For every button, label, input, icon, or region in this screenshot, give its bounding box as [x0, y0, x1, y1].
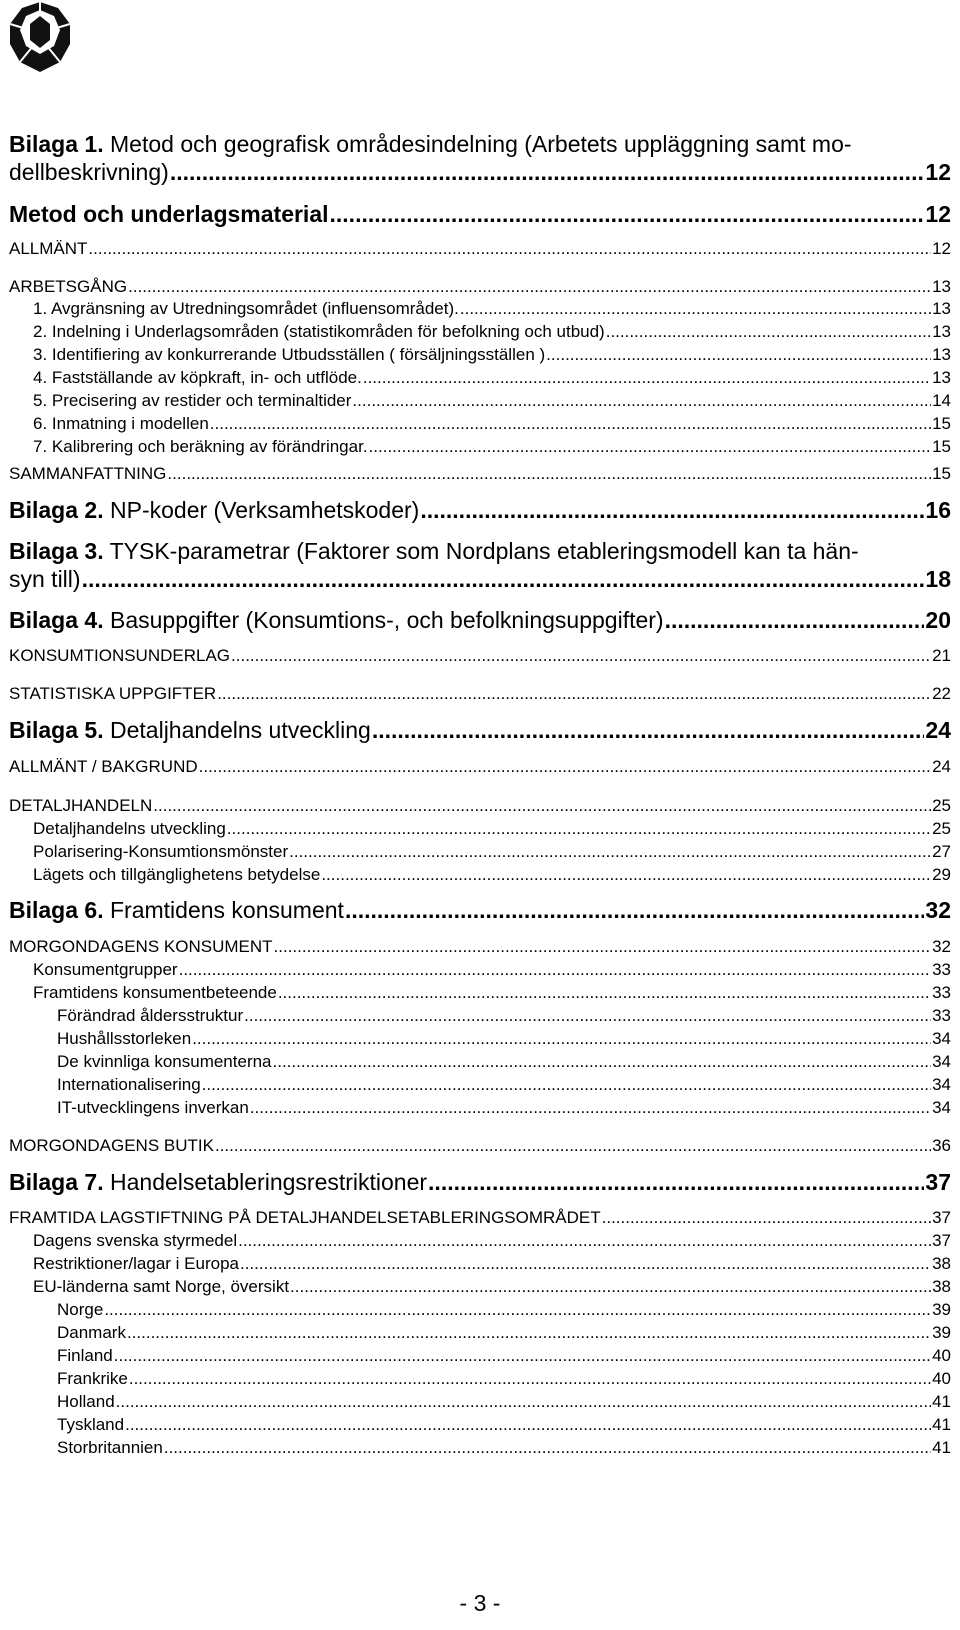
toc-leader-dots	[372, 716, 925, 744]
toc-entry[interactable]	[9, 716, 951, 744]
toc-entry-title	[9, 716, 371, 744]
toc-entry-title: IT-utvecklingens inverkan	[57, 1098, 249, 1117]
toc-entry[interactable]	[33, 959, 951, 981]
toc-entry-text: Handelsetableringsrestriktioner	[103, 1169, 428, 1195]
toc-page-number: 25	[932, 819, 951, 838]
toc-entry[interactable]	[9, 756, 951, 778]
toc-entry-title: 7. Kalibrering och beräkning av förändringar.	[33, 437, 368, 456]
toc-entry-title: Frankrike	[57, 1369, 128, 1388]
toc-entry-title: MORGONDAGENS BUTIK	[9, 1136, 214, 1155]
toc-leader-dots	[369, 436, 932, 458]
toc-entry[interactable]	[57, 1368, 951, 1390]
toc-appendix-label: Bilaga 1.	[9, 131, 104, 157]
toc-leader-dots	[345, 896, 924, 924]
toc-entry[interactable]	[9, 496, 951, 524]
toc-leader-dots	[460, 298, 931, 320]
toc-entry[interactable]	[57, 1322, 951, 1344]
toc-entry[interactable]	[9, 537, 951, 593]
toc-leader-dots	[202, 1074, 931, 1096]
toc-appendix-label: Bilaga 7.	[9, 1169, 104, 1195]
toc-entry-line	[9, 565, 951, 593]
toc-page-number: 38	[932, 1277, 951, 1296]
toc-page-number: 12	[932, 239, 951, 258]
toc-leader-dots	[199, 756, 931, 778]
toc-page-number: 15	[932, 464, 951, 483]
toc-entry-title: Polarisering-Konsumtionsmönster	[33, 842, 289, 861]
toc-entry-title: Norge	[57, 1300, 104, 1319]
toc-entry-title: 6. Inmatning i modellen	[33, 414, 209, 433]
toc-page-number: 36	[932, 1136, 951, 1155]
toc-page-number: 34	[932, 1098, 951, 1117]
toc-entry-title: DETALJHANDELN	[9, 796, 153, 815]
toc-page-number: 41	[932, 1415, 951, 1434]
toc-entry[interactable]	[9, 276, 951, 298]
toc-entry-title: 1. Avgränsning av Utredningsområdet (influensområdet).	[33, 299, 459, 318]
toc-leader-dots	[215, 1135, 931, 1157]
toc-entry[interactable]	[9, 683, 951, 705]
toc-entry-line	[9, 158, 951, 186]
toc-leader-dots	[217, 683, 931, 705]
toc-entry-title: Förändrad åldersstruktur	[57, 1006, 244, 1025]
toc-leader-dots	[179, 959, 931, 981]
toc-entry-title: TYSK-parametrar (Faktorer som Nordplans etableringsmodell kan ta hän-	[103, 538, 859, 564]
toc-entry-title: Internationalisering	[57, 1075, 201, 1094]
toc-entry-title	[9, 496, 419, 524]
toc-entry-title: 5. Precisering av restider och terminaltider	[33, 391, 352, 410]
toc-leader-dots	[606, 321, 931, 343]
toc-page-number: 32	[932, 937, 951, 956]
toc-page-number: 24	[925, 717, 951, 743]
toc-entry[interactable]	[9, 896, 951, 924]
toc-entry[interactable]	[9, 936, 951, 958]
toc-entry-title: ALLMÄNT / BAKGRUND	[9, 757, 198, 776]
toc-entry-title: Danmark	[57, 1323, 126, 1342]
toc-page-number: 37	[925, 1169, 951, 1195]
toc-page-number: 12	[925, 201, 951, 227]
toc-page-number: 32	[925, 897, 951, 923]
toc-entry-title: Konsumentgrupper	[33, 960, 178, 979]
toc-appendix-label: Bilaga 6.	[9, 897, 104, 923]
toc-entry-title: STATISTISKA UPPGIFTER	[9, 684, 217, 703]
toc-entry-title: 2. Indelning i Underlagsområden (statistikområden för befolkning och utbud)	[33, 322, 605, 341]
toc-page-number: 20	[925, 607, 951, 633]
toc-leader-dots	[238, 1230, 931, 1252]
toc-entry-title: Detaljhandelns utveckling	[33, 819, 226, 838]
toc-entry-line	[9, 537, 951, 565]
toc-page-number: 12	[925, 159, 951, 185]
toc-entry[interactable]	[9, 1207, 951, 1229]
toc-leader-dots	[321, 864, 931, 886]
toc-entry-title: Finland	[57, 1346, 113, 1365]
toc-page-number: 13	[932, 345, 951, 364]
toc-leader-dots	[164, 1437, 931, 1459]
toc-leader-dots	[665, 606, 925, 634]
toc-page-number: 16	[925, 497, 951, 523]
toc-entry[interactable]	[57, 1391, 951, 1413]
toc-entry[interactable]	[33, 321, 951, 343]
toc-entry-title: MORGONDAGENS KONSUMENT	[9, 937, 273, 956]
toc-entry-title: Holland	[57, 1392, 115, 1411]
toc-page-number: 13	[932, 299, 951, 318]
toc-leader-dots	[128, 276, 931, 298]
toc-page-number: 34	[932, 1075, 951, 1094]
toc-entry[interactable]	[57, 1074, 951, 1096]
toc-leader-dots	[114, 1345, 931, 1367]
toc-entry-title	[9, 896, 344, 924]
toc-entry-title: Lägets och tillgänglighetens betydelse	[33, 865, 321, 884]
toc-appendix-label: Bilaga 2.	[9, 497, 104, 523]
toc-entry-title: SAMMANFATTNING	[9, 464, 167, 483]
toc-appendix-label: Bilaga 3.	[9, 538, 104, 564]
toc-entry-title: ALLMÄNT	[9, 239, 88, 258]
toc-entry-title: Storbritannien	[57, 1438, 163, 1457]
toc-entry[interactable]	[33, 1230, 951, 1252]
toc-entry[interactable]	[9, 1135, 951, 1157]
toc-entry[interactable]	[57, 1005, 951, 1027]
toc-entry-title: dellbeskrivning)	[9, 159, 169, 185]
toc-entry-title: FRAMTIDA LAGSTIFTNING PÅ DETALJHANDELSETABLERINGSOMRÅDET	[9, 1208, 601, 1227]
toc-entry-title: De kvinnliga konsumenterna	[57, 1052, 272, 1071]
toc-leader-dots	[167, 463, 931, 485]
toc-entry[interactable]	[33, 413, 951, 435]
toc-page-number: 15	[932, 437, 951, 456]
toc-entry[interactable]	[9, 130, 951, 186]
toc-entry[interactable]	[57, 1345, 951, 1367]
toc-leader-dots	[192, 1028, 931, 1050]
toc-entry[interactable]	[57, 1437, 951, 1459]
toc-leader-dots	[116, 1391, 931, 1413]
toc-entry-line	[9, 130, 951, 158]
toc-page-number: 41	[932, 1392, 951, 1411]
toc-page-number: 37	[932, 1231, 951, 1250]
toc-entry[interactable]	[33, 1253, 951, 1275]
toc-page-number: 39	[932, 1300, 951, 1319]
toc-entry[interactable]	[9, 238, 951, 260]
toc-entry-title: Metod och underlagsmaterial	[9, 201, 329, 227]
toc-leader-dots	[88, 238, 931, 260]
toc-page-number: 21	[932, 646, 951, 665]
toc-entry-title: syn till)	[9, 566, 81, 592]
toc-leader-dots	[290, 1276, 931, 1298]
toc-leader-dots	[273, 1051, 932, 1073]
toc-leader-dots	[125, 1414, 931, 1436]
toc-entry[interactable]	[33, 344, 951, 366]
toc-leader-dots	[231, 645, 931, 667]
toc-entry-title: EU-länderna samt Norge, översikt	[33, 1277, 290, 1296]
toc-leader-dots	[227, 818, 931, 840]
toc-entry[interactable]	[9, 795, 951, 817]
toc-page-number: 40	[932, 1369, 951, 1388]
toc-entry-title: Dagens svenska styrmedel	[33, 1231, 238, 1250]
toc-leader-dots	[420, 496, 924, 524]
toc-entry[interactable]	[33, 390, 951, 412]
toc-entry[interactable]	[57, 1414, 951, 1436]
toc-entry-title: 3. Identifiering av konkurrerande Utbudsställen ( försäljningsställen )	[33, 345, 546, 364]
toc-entry[interactable]	[33, 982, 951, 1004]
toc-page-number: 18	[925, 566, 951, 592]
toc-leader-dots	[546, 344, 931, 366]
toc-page-number: 13	[932, 322, 951, 341]
toc-page-number: 13	[932, 368, 951, 387]
toc-page-number: 34	[932, 1052, 951, 1071]
toc-entry-title: Hushållsstorleken	[57, 1029, 192, 1048]
toc-entry[interactable]	[33, 436, 951, 458]
toc-entry-title: KONSUMTIONSUNDERLAG	[9, 646, 231, 665]
toc-entry[interactable]	[33, 818, 951, 840]
toc-leader-dots	[352, 390, 931, 412]
toc-entry-text: NP-koder (Verksamhetskoder)	[103, 497, 420, 523]
toc-page-number: 13	[932, 277, 951, 296]
toc-page-number: 14	[932, 391, 951, 410]
toc-entry[interactable]	[33, 841, 951, 863]
logo-icon	[0, 0, 80, 76]
toc-entry[interactable]	[33, 864, 951, 886]
toc-leader-dots	[210, 413, 931, 435]
toc-page-number: 22	[932, 684, 951, 703]
toc-entry[interactable]	[9, 200, 951, 228]
toc-entry[interactable]	[9, 606, 951, 634]
toc-page-number: 25	[932, 796, 951, 815]
toc-appendix-label: Bilaga 5.	[9, 717, 104, 743]
toc-entry[interactable]	[33, 367, 951, 389]
toc-page-number: 15	[932, 414, 951, 433]
toc-entry[interactable]	[33, 1276, 951, 1298]
toc-leader-dots	[274, 936, 932, 958]
toc-entry[interactable]	[9, 463, 951, 485]
toc-page-number: 39	[932, 1323, 951, 1342]
toc-entry[interactable]	[57, 1028, 951, 1050]
toc-leader-dots	[244, 1005, 931, 1027]
toc-entry-text: Detaljhandelns utveckling	[103, 717, 371, 743]
toc-leader-dots	[153, 795, 931, 817]
toc-entry-title: Framtidens konsumentbeteende	[33, 983, 277, 1002]
toc-leader-dots	[104, 1299, 931, 1321]
toc-entry-title	[9, 1168, 427, 1196]
toc-entry-title: ARBETSGÅNG	[9, 277, 128, 296]
toc-entry[interactable]	[57, 1097, 951, 1119]
toc-page-number: 29	[932, 865, 951, 884]
toc-entry[interactable]	[9, 1168, 951, 1196]
toc-page-number: 34	[932, 1029, 951, 1048]
toc-page-number: 27	[932, 842, 951, 861]
toc-entry-title: Metod och geografisk områdesindelning (Arbetets uppläggning samt mo-	[103, 131, 852, 157]
toc-entry[interactable]	[9, 645, 951, 667]
toc-leader-dots	[250, 1097, 931, 1119]
toc-entry[interactable]	[57, 1051, 951, 1073]
toc-page-number: 40	[932, 1346, 951, 1365]
toc-page-number: 37	[932, 1208, 951, 1227]
toc-leader-dots	[278, 982, 931, 1004]
toc-leader-dots	[127, 1322, 931, 1344]
toc-page-number: 33	[932, 1006, 951, 1025]
page-number: - 3 -	[459, 1590, 501, 1616]
toc-leader-dots	[363, 367, 931, 389]
toc-page-number: 33	[932, 983, 951, 1002]
toc-leader-dots	[240, 1253, 931, 1275]
toc-entry-title: Restriktioner/lagar i Europa	[33, 1254, 239, 1273]
toc-appendix-label: Bilaga 4.	[9, 607, 104, 633]
toc-leader-dots	[428, 1168, 924, 1196]
toc-page-number: 33	[932, 960, 951, 979]
toc-entry[interactable]	[33, 298, 951, 320]
toc-entry-text: Framtidens konsument	[103, 897, 344, 923]
toc-entry-title: Tyskland	[57, 1415, 125, 1434]
toc-leader-dots	[602, 1207, 931, 1229]
toc-page-number: 38	[932, 1254, 951, 1273]
toc-entry-title	[9, 606, 664, 634]
toc-leader-dots	[82, 565, 925, 593]
toc-leader-dots	[289, 841, 931, 863]
toc-entry-title: 4. Fastställande av köpkraft, in- och utflöde.	[33, 368, 362, 387]
toc-page-number: 24	[932, 757, 951, 776]
toc-page-number: 41	[932, 1438, 951, 1457]
toc-leader-dots	[330, 200, 925, 228]
toc-leader-dots	[170, 158, 925, 186]
toc-entry[interactable]	[57, 1299, 951, 1321]
toc-entry-text: Basuppgifter (Konsumtions-, och befolkningsuppgifter)	[103, 607, 664, 633]
toc-leader-dots	[129, 1368, 931, 1390]
